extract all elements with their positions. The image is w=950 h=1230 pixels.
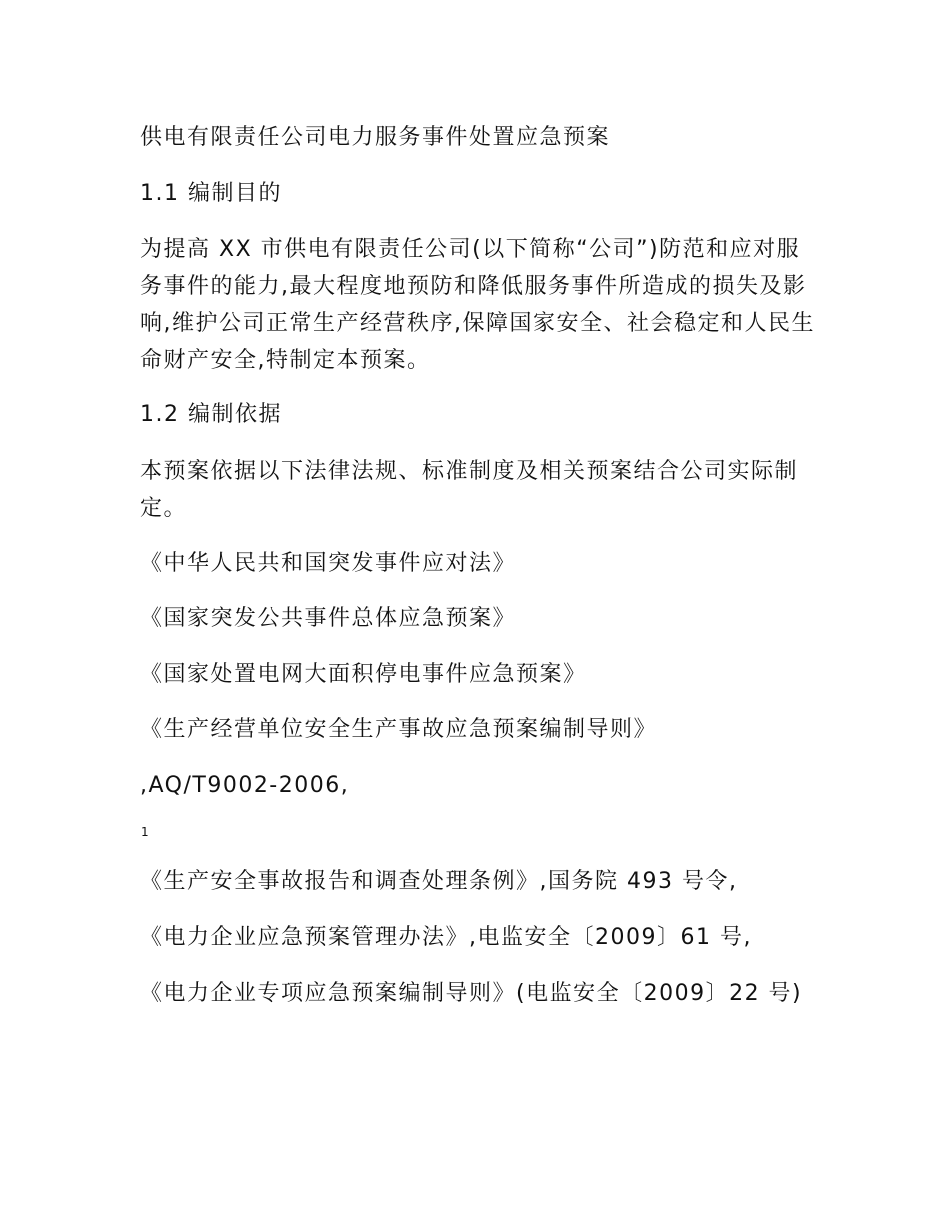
reference-item: 《国家处置电网大面积停电事件应急预案》 — [140, 662, 587, 687]
section-heading-1-1: 1.1 编制目的 — [140, 181, 282, 206]
reference-item: 《生产经营单位安全生产事故应急预案编制导则》 — [140, 717, 658, 742]
reference-item: 《国家突发公共事件总体应急预案》 — [140, 606, 517, 631]
reference-item: 《电力企业应急预案管理办法》,电监安全〔2009〕61 号, — [140, 925, 752, 950]
document-title: 供电有限责任公司电力服务事件处置应急预案 — [140, 125, 611, 150]
reference-item: ,AQ/T9002-2006, — [140, 773, 350, 798]
section-1-1-paragraph: 为提高 XX 市供电有限责任公司(以下简称“公司”)防范和应对服务事件的能力,最大程度地预防和降低服务事件所造成的损失及影响,维护公司正常生产经营秩序,保障国家安全、社会稳定和人民生命财产安全,特制定本预案。 — [140, 237, 815, 373]
section-1-2-intro: 本预案依据以下法律法规、标准制度及相关预案结合公司实际制定。 — [140, 459, 799, 521]
reference-item: 《电力企业专项应急预案编制导则》(电监安全〔2009〕22 号) — [140, 981, 803, 1006]
reference-item: 《生产安全事故报告和调查处理条例》,国务院 493 号令, — [140, 869, 738, 894]
page-number: 1 — [141, 825, 149, 839]
section-heading-1-2: 1.2 编制依据 — [140, 402, 282, 427]
reference-item: 《中华人民共和国突发事件应对法》 — [140, 551, 517, 576]
